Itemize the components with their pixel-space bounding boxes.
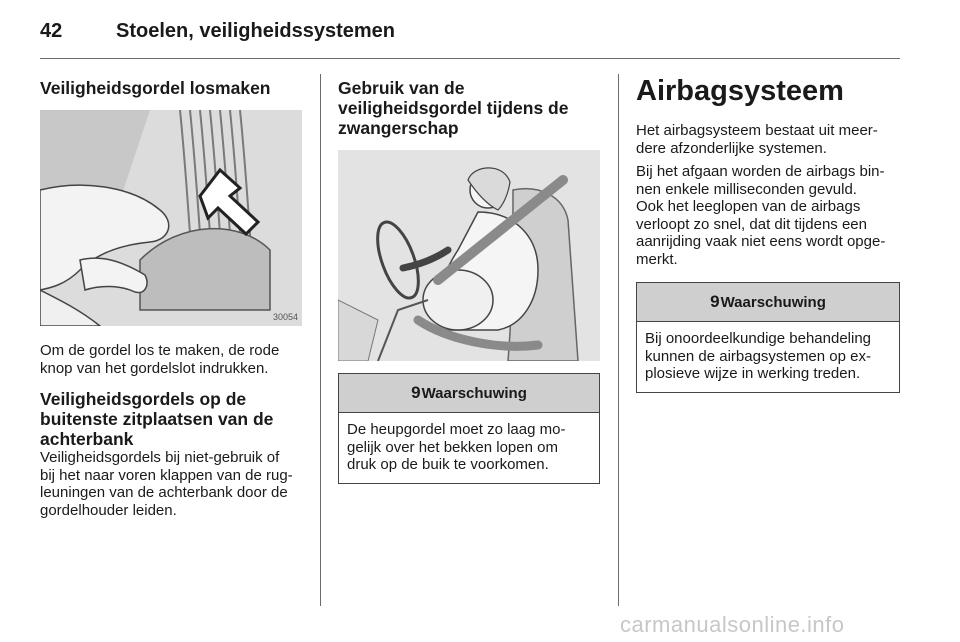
- section-heading: Veiligheidsgordel losmaken: [40, 78, 271, 98]
- page-header: [40, 20, 395, 50]
- column-2: [338, 74, 600, 484]
- warning-body: [637, 322, 899, 392]
- warning-box: [338, 373, 600, 484]
- header-rule: [40, 58, 900, 59]
- warning-box: [636, 282, 900, 393]
- paragraph: Veiligheidsgordels bij niet-gebruik of bij het naar voren klappen van de rug- leuningen van de achterbank door de gordelhouder leiden.: [40, 449, 293, 519]
- warning-title: Waarschuwing: [720, 293, 826, 311]
- paragraph: Om de gordel los te maken, de rode knop van het gordelslot indrukken.: [40, 342, 280, 377]
- running-title: Stoelen, veiligheidssystemen: [116, 20, 395, 42]
- column-1: [40, 74, 302, 519]
- figure-number: 30054: [272, 312, 298, 322]
- warning-text: Bij onoordeelkundige behandeling kunnen de airbagsystemen op ex- plosieve wijze in werking treden.: [645, 330, 872, 382]
- warning-icon: 9: [710, 292, 720, 311]
- paragraph: Bij het afgaan worden de airbags bin- nen enkele milliseconden gevuld. Ook het leeglopen van de airbags verloopt zo snel, dat dit tijdens een aanrijding vaak niet eens wordt opge- merkt.: [636, 163, 886, 268]
- section-heading: Gebruik van de veiligheidsgordel tijdens de zwangerschap: [338, 78, 569, 138]
- page-number: 42: [40, 20, 63, 42]
- column-divider: [320, 74, 321, 606]
- watermark: carmanualsonline.info: [620, 612, 845, 637]
- column-3: [636, 74, 902, 393]
- warning-header: [637, 283, 899, 322]
- section-heading: Veiligheidsgordels op de buitenste zitplaatsen van de achterbank: [40, 389, 274, 449]
- warning-body: [339, 413, 599, 483]
- pregnant-driver-illustration: [338, 150, 600, 361]
- warning-header: [339, 374, 599, 413]
- column-divider: [618, 74, 619, 606]
- seatbelt-release-illustration: [40, 110, 302, 326]
- warning-text: De heupgordel moet zo laag mo- gelijk over het bekken lopen om druk op de buik te voorkomen.: [347, 421, 566, 473]
- warning-icon: 9: [411, 383, 421, 402]
- warning-title: Waarschuwing: [421, 384, 527, 402]
- section-title: Airbagsysteem: [636, 75, 844, 107]
- paragraph: Het airbagsysteem bestaat uit meer- dere afzonderlijke systemen.: [636, 122, 878, 157]
